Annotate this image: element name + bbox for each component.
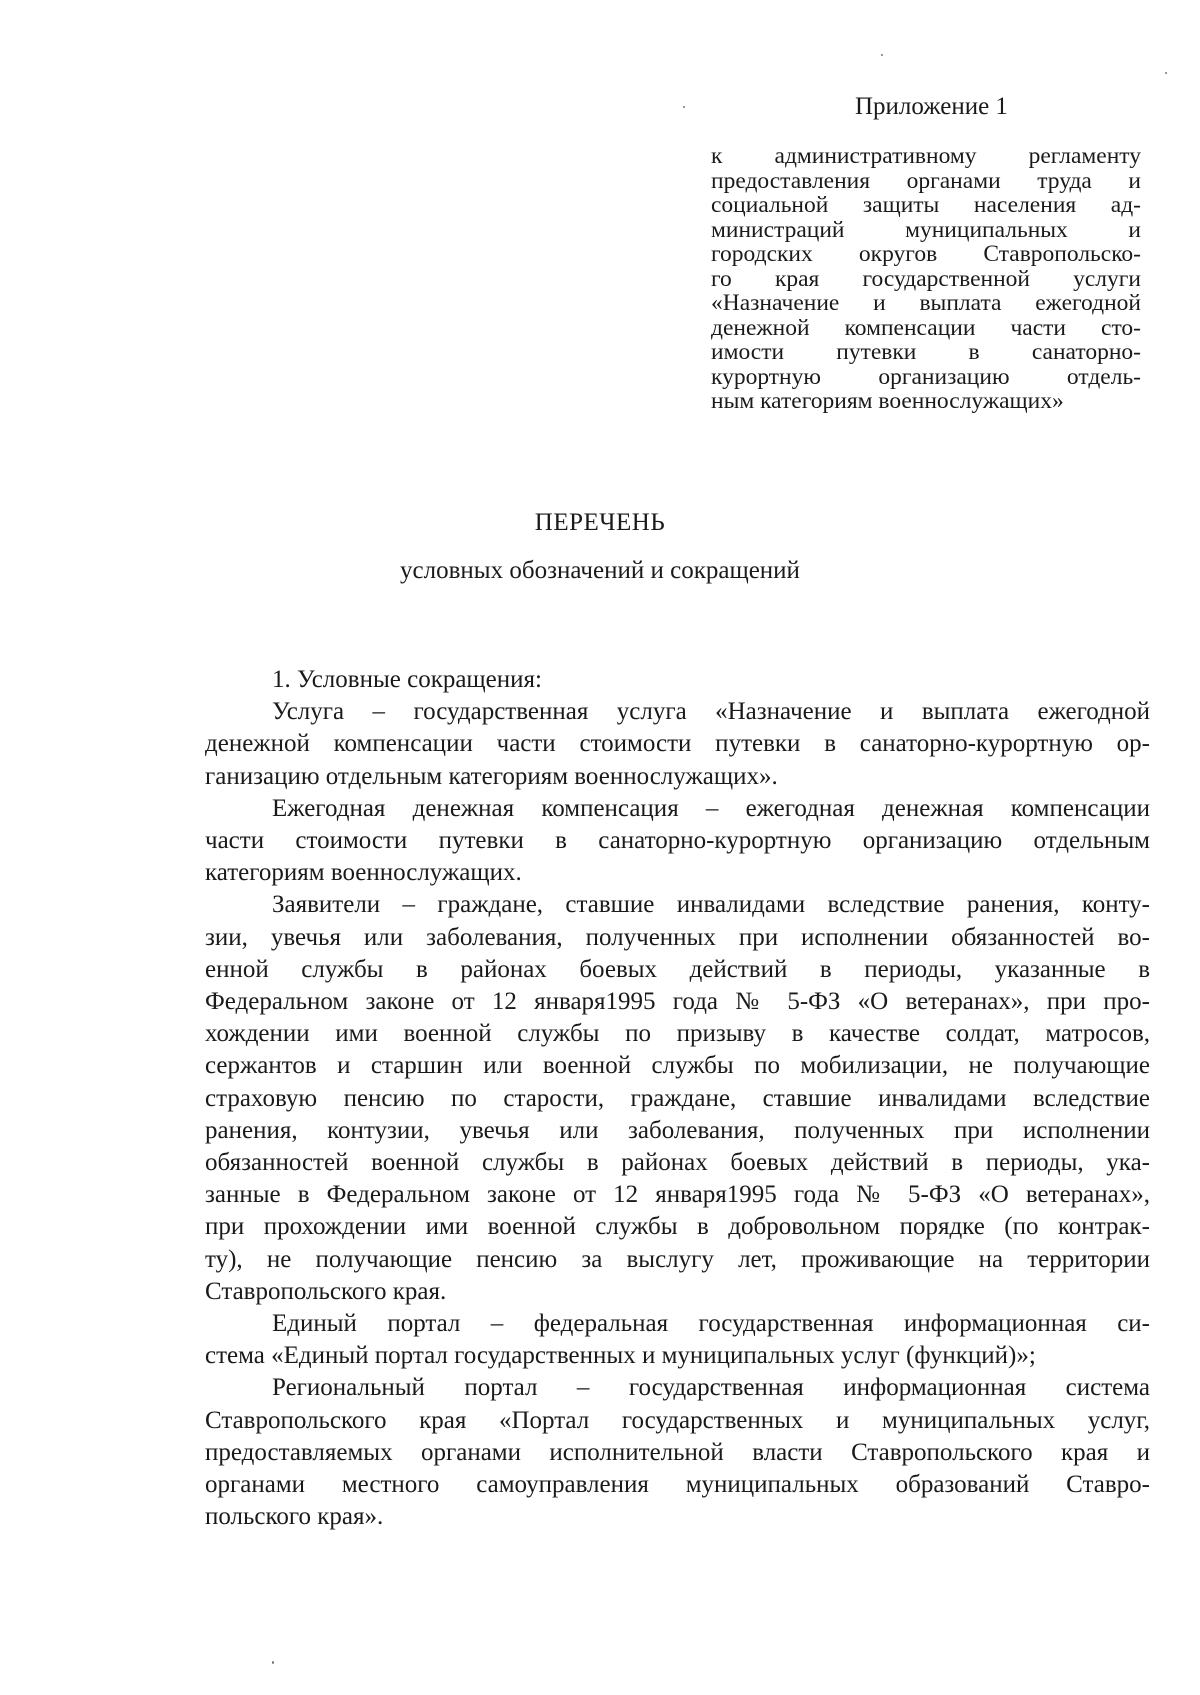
text-line: стема «Единый портал государственных и муниципальных услуг (функций)»; — [205, 1342, 1036, 1370]
text-line: Ставропольского края «Портал государственных и муниципальных услуг, — [205, 1406, 1150, 1434]
scan-speck — [272, 1661, 274, 1664]
appendix-line: предоставления органами труда и — [711, 167, 1141, 194]
paragraph-compensation — [205, 793, 1150, 890]
text-line: Региональный портал – государственная информационная система — [272, 1374, 1150, 1402]
text-line: хождении ими военной службы по призыву в качестве солдат, матросов, — [205, 1020, 1150, 1048]
text-line: ганизацию отдельным категориям военнослужащих». — [205, 762, 778, 790]
appendix-line: министраций муниципальных и — [711, 216, 1141, 243]
text-line: ранения, контузии, увечья или заболевания, полученных при исполнении — [205, 1116, 1150, 1144]
text-line: обязанностей военной службы в районах боевых действий в периоды, ука- — [205, 1149, 1150, 1177]
text-line: предоставляемых органами исполнительной власти Ставропольского края и — [205, 1438, 1150, 1466]
text-line: Заявители – граждане, ставшие инвалидами вследствие ранения, конту- — [272, 891, 1150, 919]
text-line: категориям военнослужащих. — [205, 859, 522, 887]
appendix-line: «Назначение и выплата ежегодной — [711, 290, 1141, 316]
document-title: ПЕРЕЧЕНЬ — [534, 509, 666, 536]
appendix-line: ным категориям военнослужащих» — [711, 388, 1064, 414]
appendix-line: денежной компенсации части сто- — [711, 314, 1141, 341]
paragraph-regional-portal — [205, 1372, 1150, 1533]
text-line: польского края». — [205, 1503, 384, 1531]
scan-speck — [1165, 72, 1167, 74]
document-subtitle: условных обозначений и сокращений — [400, 557, 800, 584]
appendix-line: имости путевки в санаторно- — [711, 339, 1141, 365]
text-line: ту), не получающие пенсию за выслугу лет, проживающие на территории — [205, 1245, 1150, 1273]
appendix-description — [711, 144, 1141, 414]
text-line: зии, увечья или заболевания, полученных при исполнении обязанностей во- — [205, 923, 1150, 951]
appendix-line: к административному регламенту — [711, 143, 1141, 169]
appendix-line: курортную организацию отдель- — [711, 363, 1141, 390]
text-line: Единый портал – федеральная государственная информационная си- — [272, 1310, 1150, 1338]
text-line: Ежегодная денежная компенсация – ежегодная денежная компенсации — [272, 794, 1150, 822]
text-line: енной службы в районах боевых действий в периоды, указанные в — [205, 955, 1150, 983]
section-heading — [205, 664, 1150, 696]
text-line: денежной компенсации части стоимости путевки в санаторно-курортную ор- — [205, 730, 1150, 758]
text-line: занные в Федеральном законе от 12 января1995 года № 5-ФЗ «О ветеранах», — [205, 1181, 1150, 1209]
text-line: сержантов и старшин или военной службы по мобилизации, не получающие — [205, 1052, 1150, 1080]
appendix-line: городских округов Ставропольско- — [711, 241, 1141, 267]
scan-speck — [683, 106, 685, 108]
text-line: Услуга – государственная услуга «Назначение и выплата ежегодной — [272, 698, 1150, 726]
appendix-line: социальной защиты населения ад- — [711, 192, 1141, 218]
appendix-line: го края государственной услуги — [711, 265, 1141, 292]
text-line: страховую пенсию по старости, граждане, ставшие инвалидами вследствие — [205, 1084, 1150, 1112]
text-line: при прохождении ими военной службы в добровольном порядке (по контрак- — [205, 1213, 1150, 1241]
text-line: Ставропольского края. — [205, 1277, 447, 1305]
text-line: Федеральном законе от 12 января1995 года № 5-ФЗ «О ветеранах», при про- — [205, 988, 1150, 1016]
document-body — [205, 664, 1150, 1533]
scan-speck — [881, 54, 883, 56]
paragraph-applicants — [205, 889, 1150, 1308]
section-heading-text: 1. Условные сокращения: — [272, 666, 542, 693]
paragraph-unified-portal — [205, 1308, 1150, 1372]
text-line: части стоимости путевки в санаторно-курортную организацию отдельным — [205, 827, 1150, 855]
text-line: органами местного самоуправления муниципальных образований Ставро- — [205, 1471, 1150, 1499]
paragraph-service — [205, 696, 1150, 793]
appendix-title: Приложение 1 — [855, 93, 1008, 120]
